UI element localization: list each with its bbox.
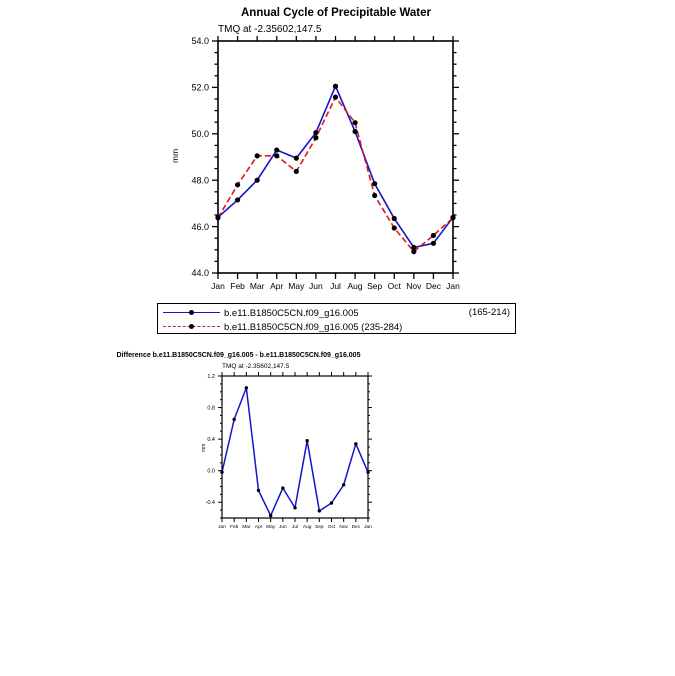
series-line-dashed — [218, 97, 453, 252]
y-tick-label: 46.0 — [191, 221, 209, 232]
x-tick-label: Oct — [327, 525, 336, 530]
data-point-marker — [411, 249, 416, 254]
x-tick-label: Feb — [230, 281, 245, 291]
difference-chart-y-axis-label: mm — [201, 443, 207, 452]
x-tick-label: Jan — [218, 525, 226, 530]
x-tick-label: Apr — [270, 281, 284, 291]
data-point-marker — [255, 178, 260, 183]
data-point-marker — [352, 129, 357, 134]
x-tick-label: Dec — [425, 281, 441, 291]
data-point-marker — [245, 386, 248, 389]
x-tick-label: Jun — [309, 281, 323, 291]
data-point-marker — [274, 153, 279, 158]
y-tick-label: 1.2 — [207, 373, 215, 380]
data-point-marker — [392, 225, 397, 230]
plot-frame — [218, 41, 453, 273]
top-chart-title: Annual Cycle of Precipitable Water — [240, 7, 431, 19]
data-point-marker — [274, 147, 279, 152]
x-tick-label: Nov — [339, 525, 348, 530]
y-tick-label: 0.4 — [207, 437, 215, 444]
x-tick-label: Dec — [351, 525, 361, 530]
data-point-marker — [232, 418, 235, 421]
data-point-marker — [305, 439, 308, 442]
legend-label-series-2: b.e11.B1850C5CN.f09_g16.005 (235-284) — [224, 321, 403, 333]
x-tick-label: Jul — [330, 281, 341, 291]
data-point-marker — [294, 156, 299, 161]
x-tick-label: Mar — [249, 281, 265, 291]
x-tick-label: Sep — [367, 281, 383, 291]
x-tick-label: Feb — [230, 525, 239, 530]
data-point-marker — [354, 442, 357, 445]
legend-line-sample-solid — [163, 310, 220, 317]
legend-box — [157, 303, 516, 334]
y-tick-label: 48.0 — [191, 175, 209, 186]
data-point-marker — [294, 169, 299, 174]
chart-top-svg — [150, 36, 530, 298]
y-tick-label: 0.0 — [207, 468, 215, 475]
x-tick-label: Jan — [211, 281, 225, 291]
difference-chart-subtitle: TMQ at -2.35602,147.5 — [222, 363, 290, 370]
x-tick-label: Jul — [291, 525, 299, 530]
difference-chart-title: Difference b.e11.B1850C5CN.f09_g16.005 - b.e11.B1850C5CN.f09_g16.005 — [116, 352, 361, 359]
data-point-marker — [235, 197, 240, 202]
legend-label-series-1: b.e11.B1850C5CN.f09_g16.005 — [224, 307, 359, 319]
x-tick-label: Oct — [387, 281, 401, 291]
data-point-marker — [330, 501, 333, 504]
y-tick-label: 50.0 — [191, 128, 209, 139]
x-tick-label: Aug — [347, 281, 363, 291]
data-point-marker — [352, 120, 357, 125]
top-chart-subtitle: TMQ at -2.35602,147.5 — [218, 24, 322, 35]
legend-item-series-1 — [163, 306, 515, 320]
x-tick-label: Aug — [302, 525, 312, 530]
data-point-marker — [333, 84, 338, 89]
x-tick-label: May — [266, 525, 276, 530]
data-point-marker — [366, 471, 369, 474]
legend-marker-dot-icon — [189, 324, 194, 329]
data-point-marker — [372, 181, 377, 186]
x-tick-label: Apr — [254, 525, 263, 530]
legend-range-series-1: (165-214) — [468, 307, 510, 318]
difference-chart-plot-area — [150, 370, 395, 542]
x-tick-label: Sep — [315, 525, 324, 530]
x-tick-label: Nov — [406, 281, 422, 291]
legend-item-series-2 — [163, 320, 515, 334]
data-point-marker — [431, 241, 436, 246]
data-point-marker — [431, 233, 436, 238]
data-point-marker — [450, 215, 455, 220]
y-tick-label: 54.0 — [191, 36, 209, 47]
data-point-marker — [269, 514, 272, 517]
data-point-marker — [372, 193, 377, 198]
top-chart-plot-area — [150, 36, 530, 298]
data-point-marker — [215, 215, 220, 220]
data-point-marker — [342, 483, 345, 486]
data-point-marker — [333, 95, 338, 100]
series-line-solid — [222, 388, 368, 516]
data-point-marker — [392, 216, 397, 221]
chart-bottom-svg — [150, 370, 395, 542]
x-tick-label: Jan — [364, 525, 372, 530]
data-point-marker — [318, 509, 321, 512]
y-tick-label: -0.4 — [205, 500, 215, 507]
x-tick-label: Jan — [446, 281, 460, 291]
y-tick-label: 44.0 — [191, 268, 209, 279]
data-point-marker — [281, 486, 284, 489]
plot-frame — [222, 376, 368, 518]
data-point-marker — [313, 135, 318, 140]
x-tick-label: Mar — [242, 525, 251, 530]
x-tick-label: Jun — [278, 525, 287, 530]
y-tick-label: 0.8 — [207, 405, 215, 412]
top-chart-y-axis-label: mm — [170, 148, 180, 163]
data-point-marker — [293, 506, 296, 509]
data-point-marker — [255, 153, 260, 158]
legend-marker-dot-icon — [189, 310, 194, 315]
data-point-marker — [313, 130, 318, 135]
x-tick-label: May — [288, 281, 305, 291]
series-line-solid — [218, 86, 453, 247]
y-tick-label: 52.0 — [191, 82, 209, 93]
data-point-marker — [235, 182, 240, 187]
legend-line-sample-dashed — [163, 324, 220, 331]
data-point-marker — [257, 489, 260, 492]
data-point-marker — [220, 471, 223, 474]
